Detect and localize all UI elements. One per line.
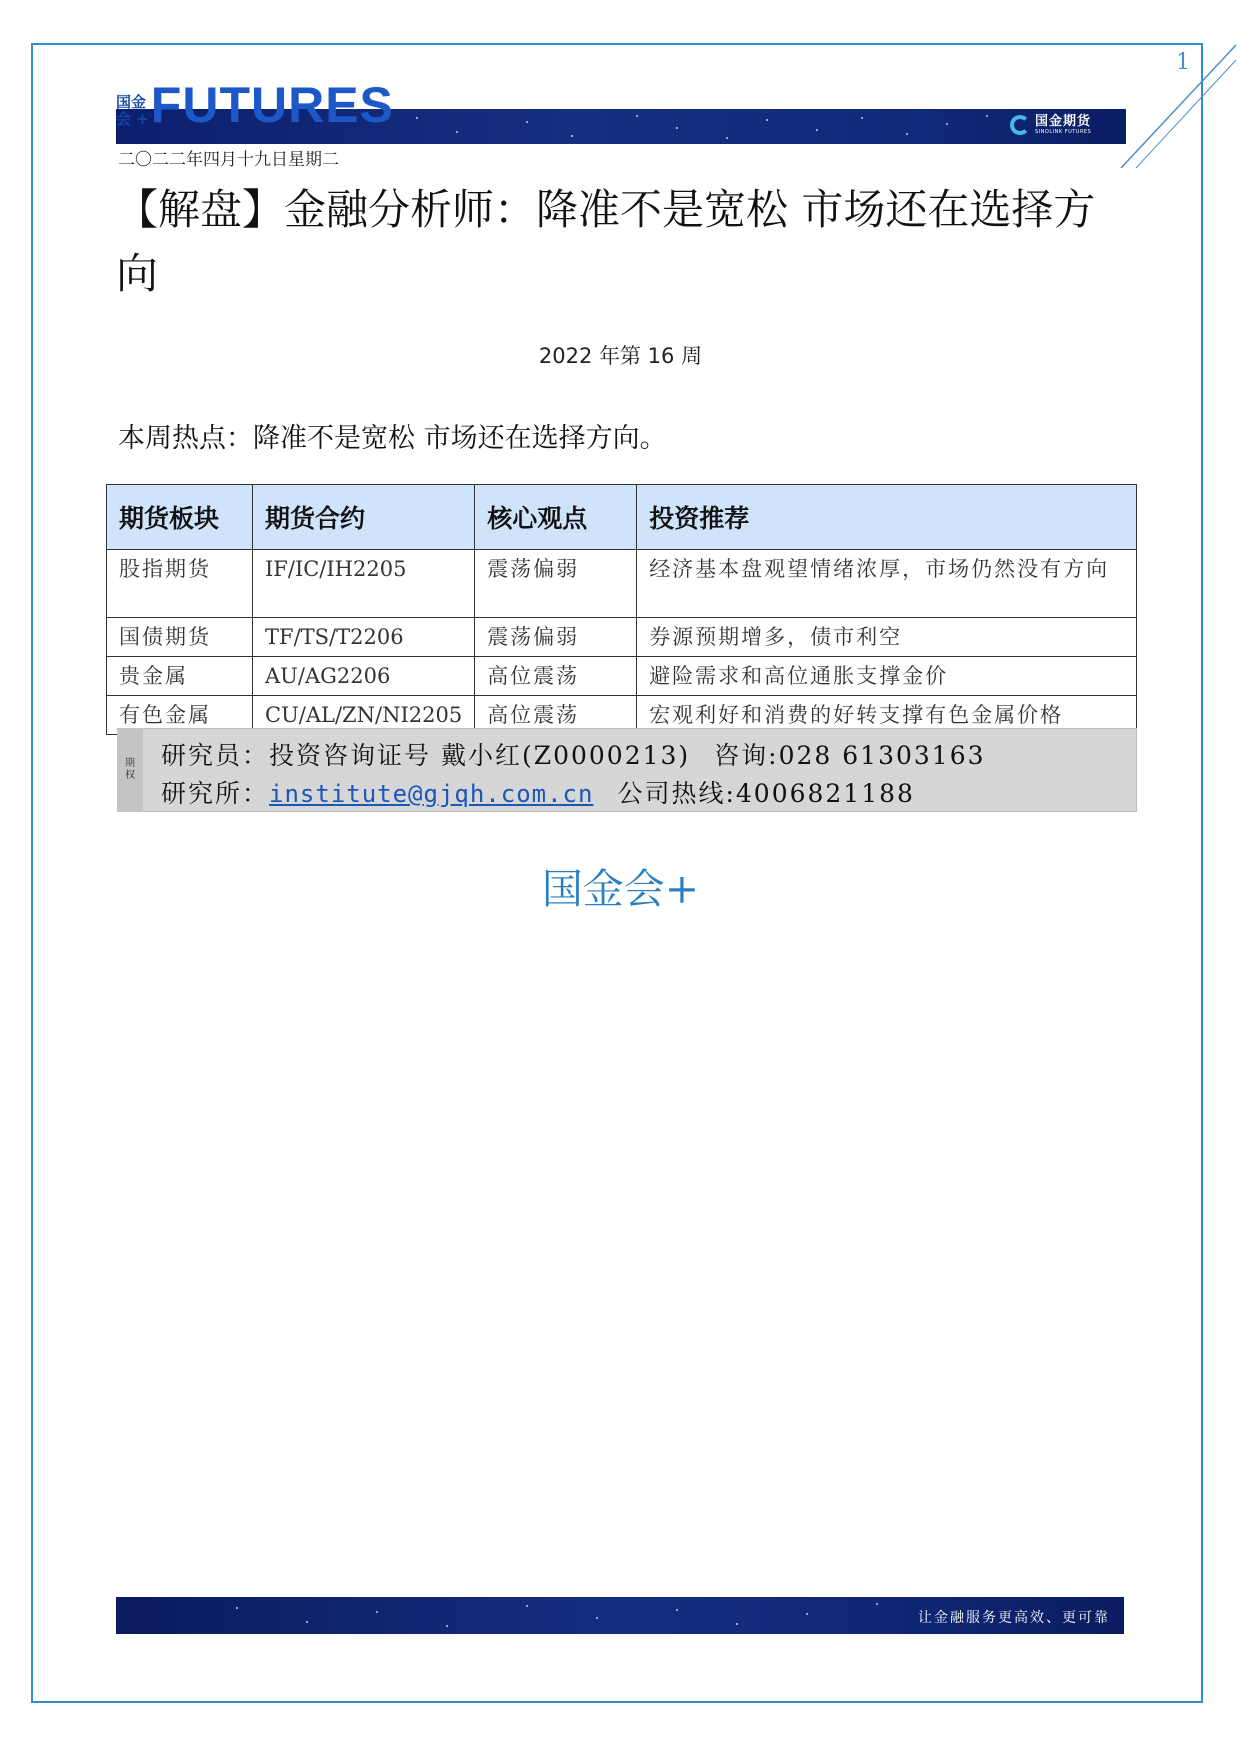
table-cell: 避险需求和高位通胀支撑金价	[637, 657, 1137, 696]
tab-char-2: 权	[125, 770, 135, 781]
table-row	[107, 618, 1137, 657]
table-cell: 国债期货	[107, 618, 253, 657]
table-cell: 有色金属	[107, 696, 253, 735]
column-header: 期货板块	[107, 485, 253, 550]
column-header: 投资推荐	[637, 485, 1137, 550]
report-date: 二〇二二年四月十九日星期二	[118, 150, 339, 170]
logo-cn-line2: 会 +	[116, 110, 149, 128]
table-cell: 宏观利好和消费的好转支撑有色金属价格	[637, 696, 1137, 735]
researcher-credential: 研究员：投资咨询证号 戴小红(Z0000213)	[161, 741, 691, 770]
table-cell: IF/IC/IH2205	[253, 550, 475, 618]
table-cell: AU/AG2206	[253, 657, 475, 696]
logo-cn-line1: 国金	[116, 93, 147, 111]
footer-brand: 国金会+	[541, 865, 700, 913]
researcher-info-box	[117, 728, 1137, 812]
institute-label: 研究所：	[161, 779, 270, 808]
table-cell: 震荡偏弱	[475, 618, 637, 657]
logo-futures-text: FUTURES	[150, 77, 394, 133]
company-hotline: 公司热线:4006821188	[617, 779, 915, 808]
brand-name-en: SINOLINK FUTURES	[1035, 129, 1092, 135]
column-header: 期货合约	[253, 485, 475, 550]
table-cell: 股指期货	[107, 550, 253, 618]
page-title: 【解盘】金融分析师：降准不是宽松 市场还在选择方向	[116, 185, 1096, 298]
institute-line	[161, 774, 915, 810]
table-cell: 高位震荡	[475, 657, 637, 696]
table-cell: 震荡偏弱	[475, 550, 637, 618]
brand-circle-icon	[1010, 115, 1030, 135]
consult-phone: 咨询:028 61303163	[714, 741, 986, 770]
footer-banner	[116, 1597, 1124, 1634]
table-cell: TF/TS/T2206	[253, 618, 475, 657]
brand-name-cn: 国金期货	[1035, 114, 1092, 129]
table-cell: 高位震荡	[475, 696, 637, 735]
table-header-row	[107, 485, 1137, 550]
footer-slogan: 让金融服务更高效、更可靠	[918, 1610, 1110, 1626]
logo-cn-mark	[116, 94, 149, 128]
column-header: 核心观点	[475, 485, 637, 550]
table-row	[107, 657, 1137, 696]
week-label: 2022 年第 16 周	[538, 344, 703, 368]
table-cell: 贵金属	[107, 657, 253, 696]
hot-topic: 本周热点：降准不是宽松 市场还在选择方向。	[118, 423, 667, 454]
recommendation-table	[106, 484, 1137, 735]
table-row	[107, 550, 1137, 618]
sinolink-brand	[1010, 114, 1091, 136]
researcher-line	[161, 736, 986, 772]
table-cell: CU/AL/ZN/NI2205	[253, 696, 475, 735]
futures-logo	[116, 77, 394, 133]
tab-char-1: 期	[125, 758, 135, 769]
table-cell: 经济基本盘观望情绪浓厚，市场仍然没有方向	[637, 550, 1137, 618]
options-tab-label	[117, 728, 143, 812]
page-number: 1	[1176, 50, 1190, 75]
table-cell: 券源预期增多，债市利空	[637, 618, 1137, 657]
institute-email-link[interactable]: institute@gjqh.com.cn	[269, 780, 594, 808]
